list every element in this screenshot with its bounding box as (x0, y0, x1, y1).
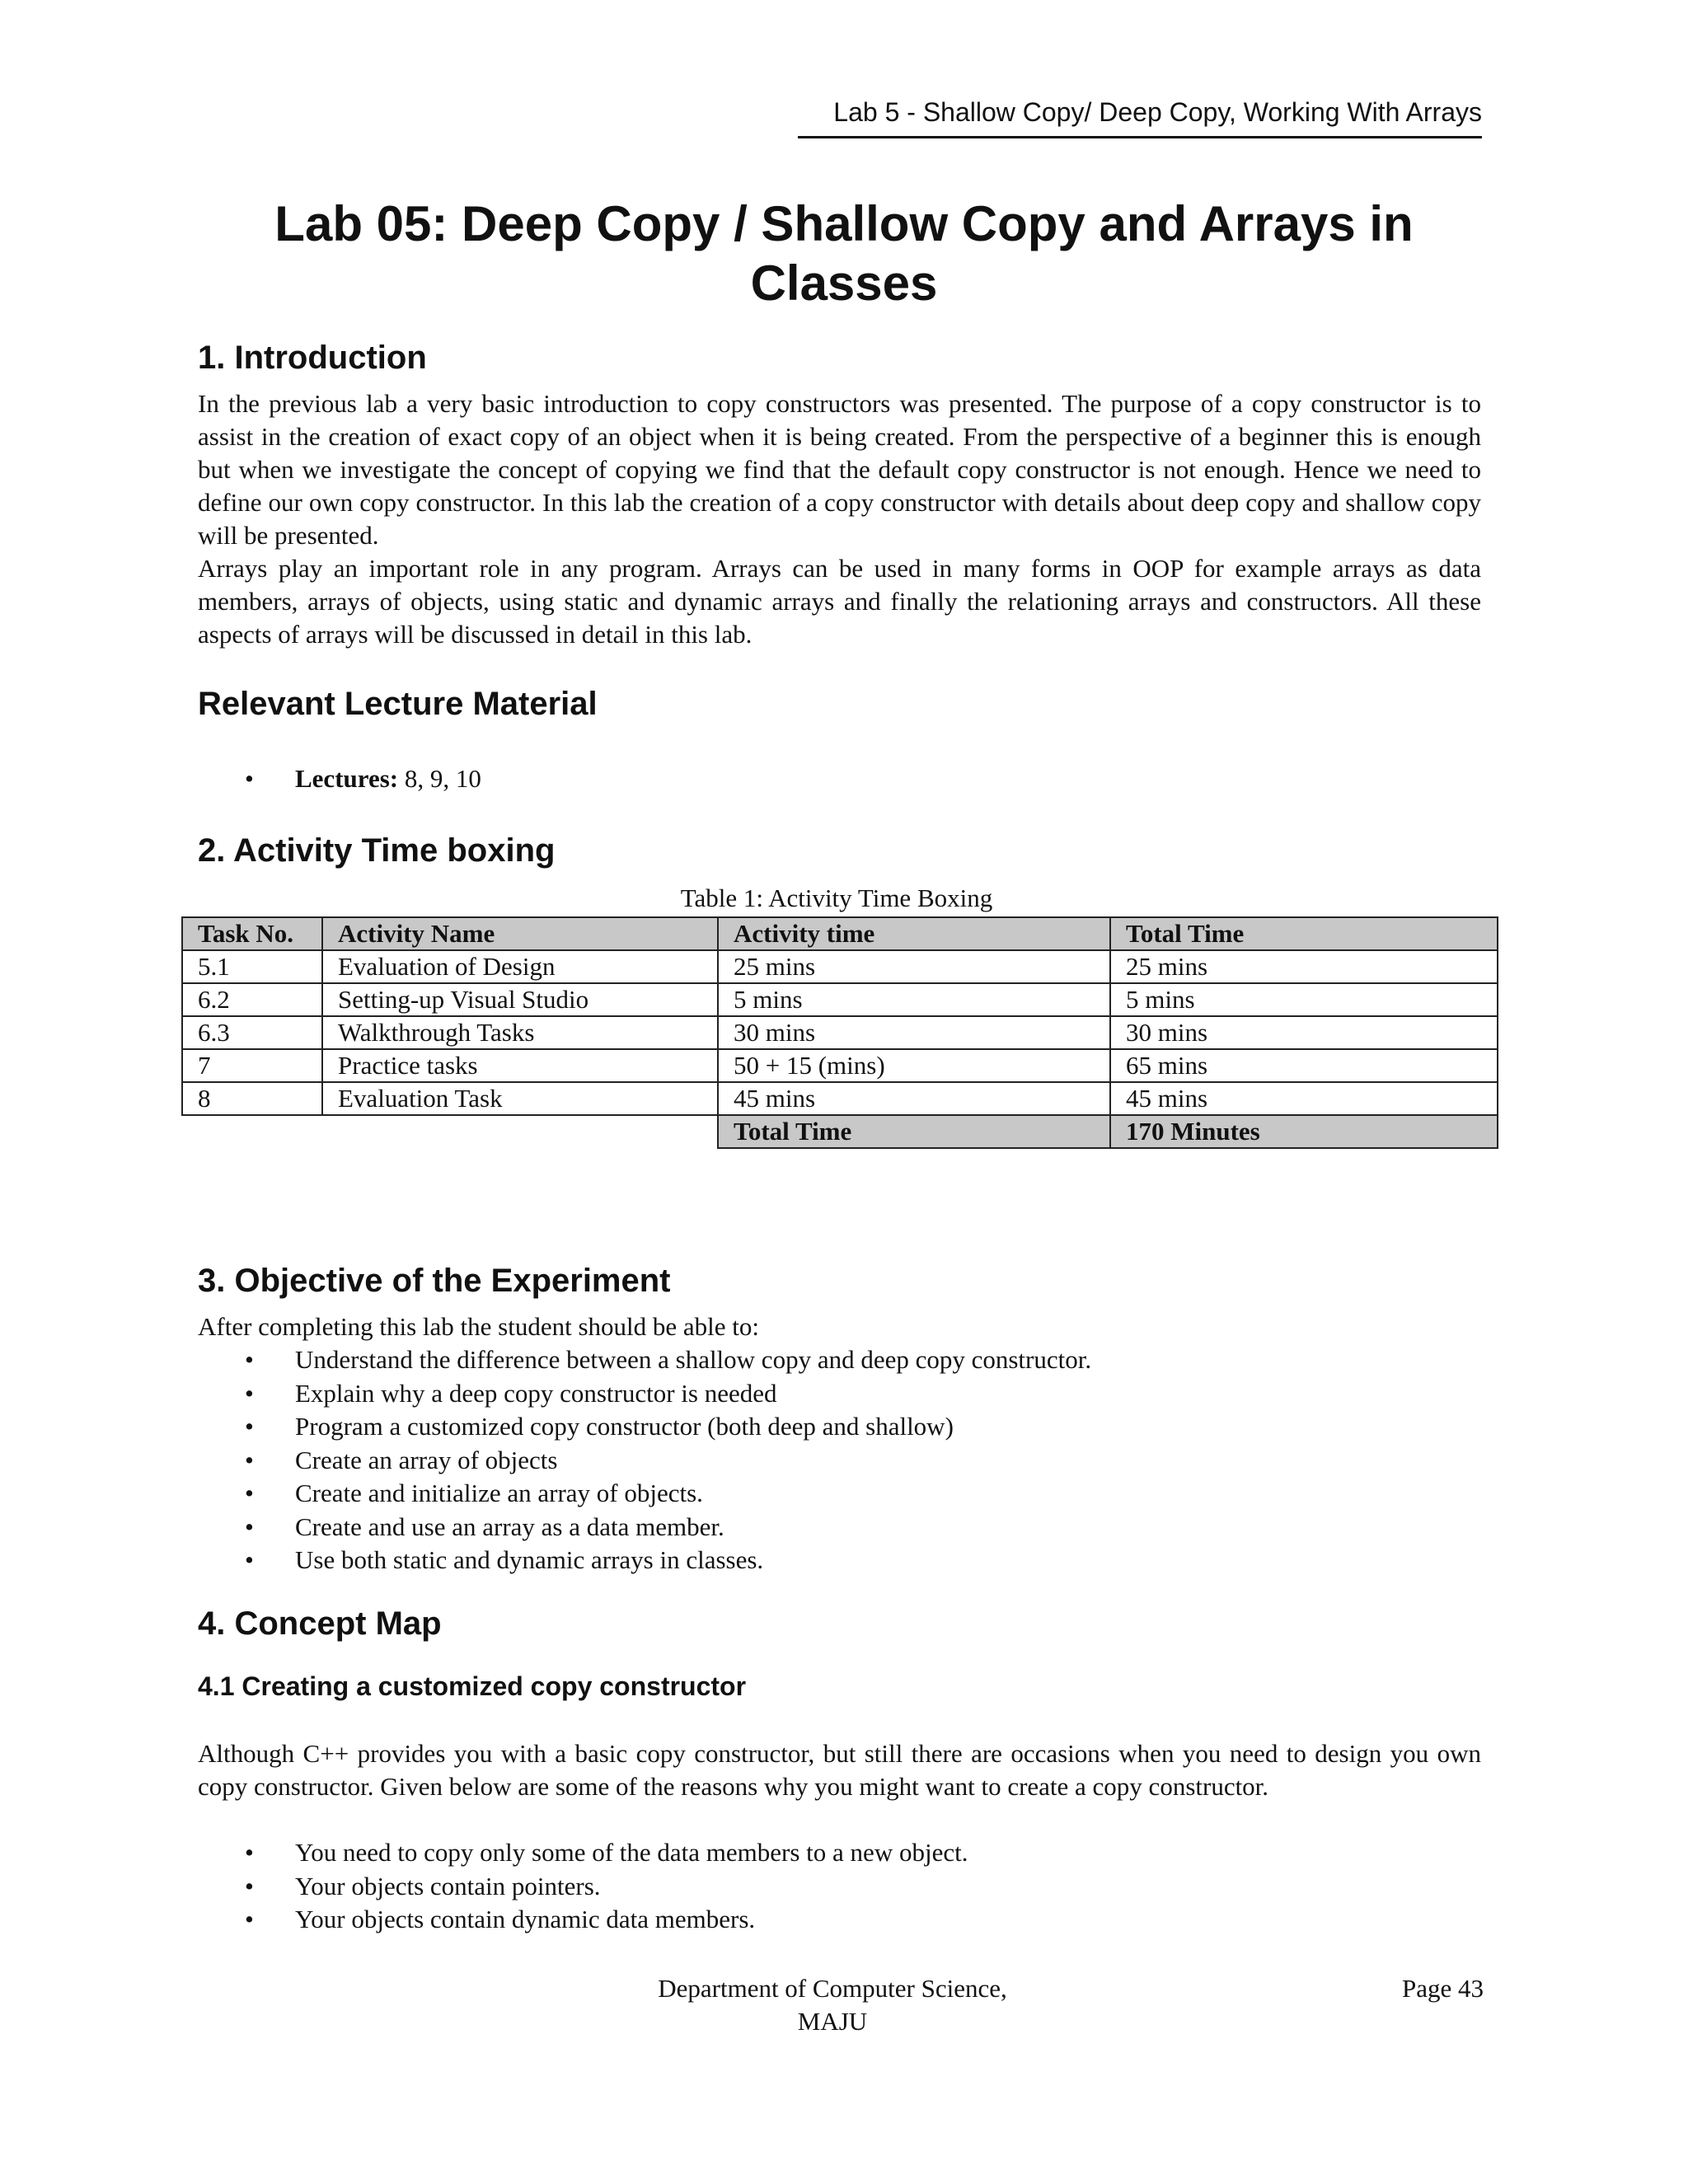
list-item-text: Create an array of objects (295, 1445, 558, 1474)
table-cell: 5 mins (1110, 983, 1498, 1016)
table-cell: Setting-up Visual Studio (322, 983, 718, 1016)
objective-intro: After completing this lab the student should be able to: (198, 1312, 760, 1341)
list-item-text: Understand the difference between a shallow copy and deep copy constructor. (295, 1345, 1092, 1374)
table-cell: 6.3 (182, 1016, 322, 1049)
introduction-heading: 1. Introduction (198, 340, 427, 376)
total-value: 170 Minutes (1110, 1115, 1498, 1148)
table-cell: 65 mins (1110, 1049, 1498, 1082)
footer-department-line-1: Department of Computer Science, (658, 1974, 1007, 2003)
list-item (198, 1343, 1091, 1377)
list-item-text: You need to copy only some of the data members to a new object. (295, 1838, 968, 1867)
list-item-text: Your objects contain pointers. (295, 1871, 601, 1900)
bullet-icon: • (245, 764, 254, 793)
column-header: Task No. (182, 917, 322, 950)
concept-map-list (198, 1836, 968, 1937)
table-cell: 5 mins (718, 983, 1110, 1016)
list-item (198, 1903, 968, 1937)
lecture-list (198, 762, 481, 796)
list-item (198, 762, 481, 796)
table-cell: Walkthrough Tasks (322, 1016, 718, 1049)
bullet-icon: • (245, 1871, 254, 1900)
objective-list (198, 1343, 1091, 1577)
list-item-text: Program a customized copy constructor (both deep and shallow) (295, 1412, 954, 1441)
list-item-text: Create and initialize an array of objects. (295, 1479, 703, 1507)
list-item (198, 1511, 1091, 1544)
total-label: Total Time (718, 1115, 1110, 1148)
list-item (198, 1870, 968, 1904)
table-total-row (182, 1115, 1498, 1148)
table-cell: Evaluation Task (322, 1082, 718, 1115)
bullet-icon: • (245, 1378, 254, 1408)
empty-cell (182, 1115, 322, 1148)
table-cell: 5.1 (182, 950, 322, 983)
table-cell: 6.2 (182, 983, 322, 1016)
lecture-material-heading: Relevant Lecture Material (198, 686, 598, 722)
table-cell: 7 (182, 1049, 322, 1082)
page-number: Page 43 (1401, 1974, 1484, 2003)
concept-map-paragraph: Although C++ provides you with a basic copy constructor, but still there are occasions when you need to design you own copy constructor. Given below are some of the reasons why you might want to create a copy constructor. (198, 1739, 1481, 1801)
table-row (182, 950, 1498, 983)
bullet-icon: • (245, 1545, 254, 1574)
table-cell: 25 mins (718, 950, 1110, 983)
footer-department-line-2: MAJU (797, 2007, 868, 2036)
list-item (198, 1477, 1091, 1511)
objective-heading: 3. Objective of the Experiment (198, 1263, 671, 1299)
list-item (198, 1836, 968, 1870)
table-row (182, 1082, 1498, 1115)
bullet-icon: • (245, 1838, 254, 1867)
table-cell: 25 mins (1110, 950, 1498, 983)
list-item (198, 1410, 1091, 1444)
list-item-text: Use both static and dynamic arrays in classes. (295, 1545, 764, 1574)
table-cell: 30 mins (1110, 1016, 1498, 1049)
introduction-paragraph-1: In the previous lab a very basic introduction to copy constructors was presented. The purpose of a copy constructor is to assist in the creation of exact copy of an object when it is being created. From the perspective of a beginner this is enough but when we investigate the concept of copying we find that the default copy constructor is not enough. Hence we need to define our own copy constructor. In this lab the creation of a copy constructor with details about deep copy and shallow copy will be presented. (198, 389, 1481, 550)
table-row (182, 983, 1498, 1016)
bullet-icon: • (245, 1511, 254, 1541)
list-item (198, 1544, 1091, 1577)
table-caption: Table 1: Activity Time Boxing (680, 883, 993, 912)
running-header: Lab 5 - Shallow Copy/ Deep Copy, Working With Arrays (798, 97, 1482, 138)
column-header: Total Time (1110, 917, 1498, 950)
introduction-paragraph-2: Arrays play an important role in any program. Arrays can be used in many forms in OOP for example arrays as data members, arrays of objects, using static and dynamic arrays and finally the relationing arrays and constructors. All these aspects of arrays will be discussed in detail in this lab. (198, 554, 1481, 649)
list-item (198, 1377, 1091, 1411)
bullet-icon: • (245, 1345, 254, 1374)
column-header: Activity time (718, 917, 1110, 950)
lectures-label: Lectures: (295, 764, 399, 793)
bullet-icon: • (245, 1905, 254, 1933)
activity-heading: 2. Activity Time boxing (198, 832, 556, 869)
list-item-text: Your objects contain dynamic data members. (295, 1905, 756, 1933)
table-row (182, 1016, 1498, 1049)
empty-cell (322, 1115, 718, 1148)
table-row (182, 1049, 1498, 1082)
list-item-text: Create and use an array as a data member. (295, 1511, 724, 1541)
column-header: Activity Name (322, 917, 718, 950)
bullet-icon: • (245, 1445, 254, 1474)
list-item-text: Explain why a deep copy constructor is needed (295, 1378, 777, 1408)
table-cell: 50 + 15 (mins) (718, 1049, 1110, 1082)
bullet-icon: • (245, 1479, 254, 1507)
list-item (198, 1444, 1091, 1478)
table-cell: 30 mins (718, 1016, 1110, 1049)
concept-map-heading: 4. Concept Map (198, 1605, 442, 1642)
footer-department (577, 1972, 1088, 2038)
lectures-value: 8, 9, 10 (398, 764, 481, 793)
table-header-row (182, 917, 1498, 950)
table-cell: 45 mins (1110, 1082, 1498, 1115)
concept-map-subheading: 4.1 Creating a customized copy constructor (198, 1671, 747, 1701)
bullet-icon: • (245, 1412, 254, 1441)
table-cell: Evaluation of Design (322, 950, 718, 983)
table-cell: 45 mins (718, 1082, 1110, 1115)
table-cell: Practice tasks (322, 1049, 718, 1082)
table-cell: 8 (182, 1082, 322, 1115)
activity-table (181, 916, 1498, 1149)
page-title: Lab 05: Deep Copy / Shallow Copy and Arrays in Classes (274, 196, 1414, 311)
